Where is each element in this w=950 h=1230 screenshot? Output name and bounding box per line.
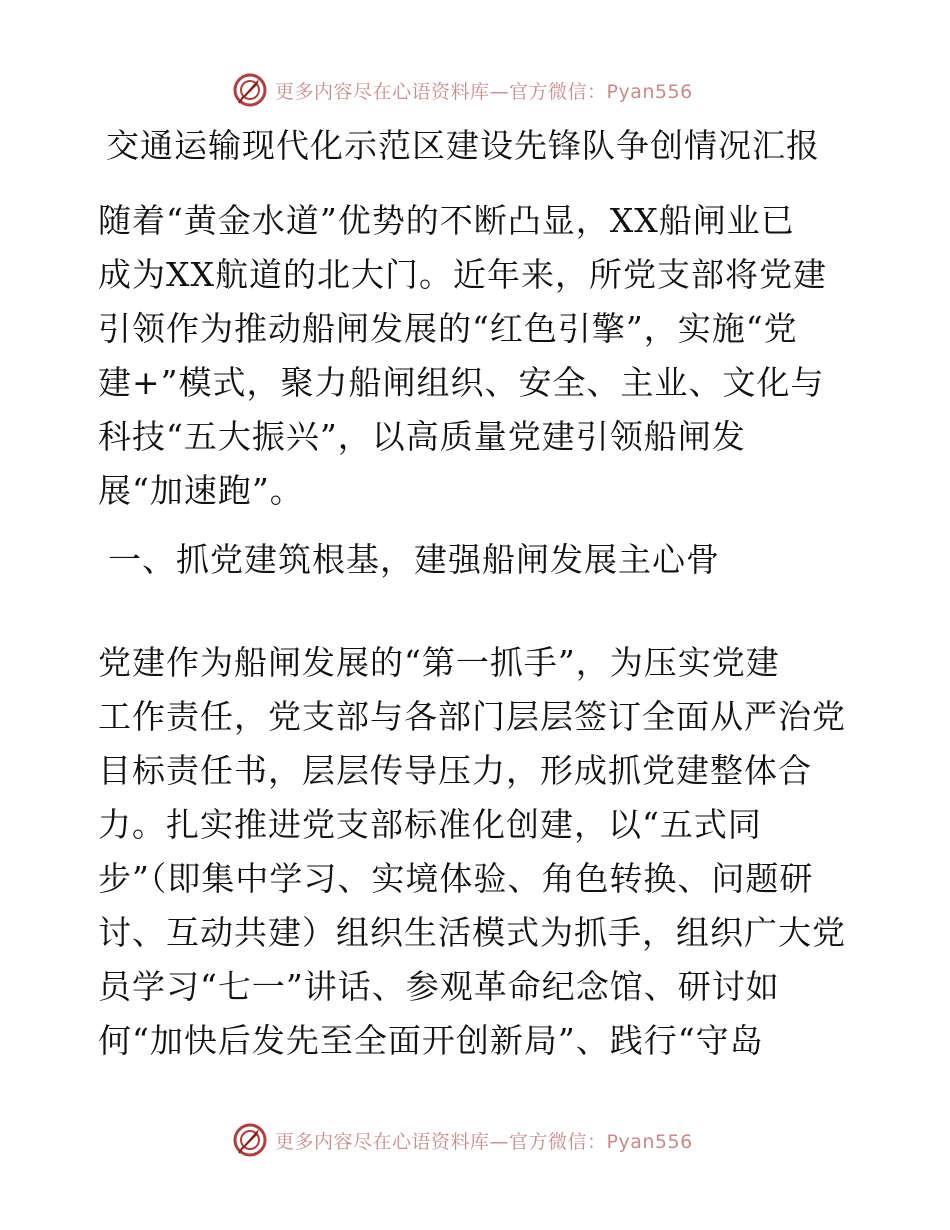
text-line: 成为XX航道的北大门。近年来，所党支部将党建 [98,255,827,294]
text-line: 展“加速跑”。 [98,471,304,510]
watermark-header [233,72,693,108]
document-title: 交通运输现代化示范区建设先锋队争创情况汇报 [106,126,820,165]
section-heading: 一、抓党建筑根基，建强船闸发展主心骨 [108,540,720,579]
text-line: 党建作为船闸发展的“第一抓手”，为压实党建 [98,643,780,682]
text-line: 科技“五大振兴”，以高质量党建引领船闸发 [98,417,746,456]
text-line: 目标责任书，层层传导压力，形成抓党建整体合 [98,751,812,790]
watermark-text: 更多内容尽在心语资料库—官方微信：Pyan556 [275,1130,693,1153]
text-line: 随着“黄金水道”优势的不断凸显，XX船闸业已 [98,201,795,240]
text-line: 讨、互动共建）组织生活模式为抓手，组织广大党 [98,913,846,952]
watermark-footer [233,1122,693,1158]
text-line: 引领作为推动船闸发展的“红色引擎”，实施“党 [98,309,798,348]
quill-logo-icon [233,1123,267,1157]
text-line: 步”（即集中学习、实境体验、角色转换、问题研 [98,859,814,898]
text-line: 力。扎实推进党支部标准化创建，以“五式同 [98,805,762,844]
watermark-text: 更多内容尽在心语资料库—官方微信：Pyan556 [275,80,693,103]
text-line: 建+”模式，聚力船闸组织、安全、主业、文化与 [98,363,825,402]
intro-paragraph [98,194,858,518]
section-paragraph [98,636,858,1068]
quill-logo-icon [233,73,267,107]
text-line: 何“加快后发先至全面开创新局”、践行“守岛 [98,1021,764,1060]
text-line: 员学习“七一”讲话、参观革命纪念馆、研讨如 [98,967,780,1006]
text-line: 工作责任，党支部与各部门层层签订全面从严治党 [98,697,846,736]
